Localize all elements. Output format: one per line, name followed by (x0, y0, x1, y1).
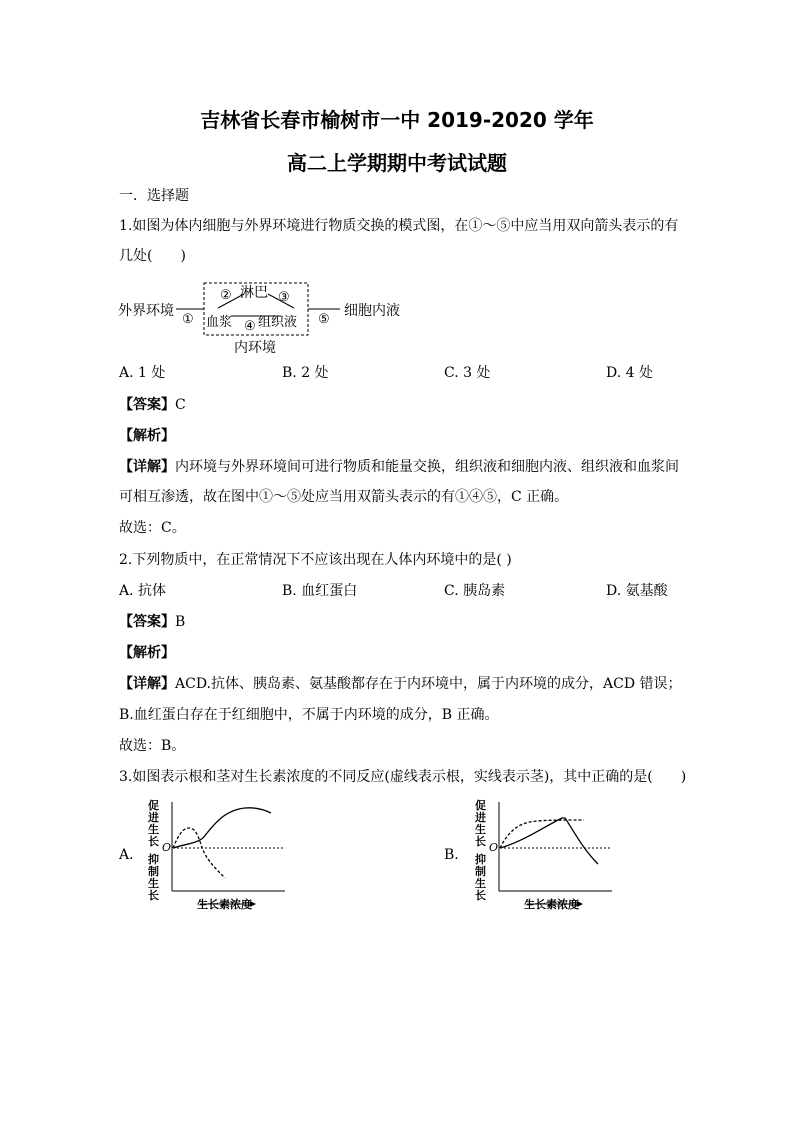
y-axis-bottom-label: 抑制生长 (148, 853, 159, 902)
q2-detail-line2: B.血红蛋白存在于红细胞中，不属于内环境的成分，B 正确。 (119, 707, 499, 723)
page-subtitle: 高二上学期期中考试试题 (287, 151, 507, 175)
label-plasma: 血浆 (206, 315, 233, 330)
label-lymph: 淋巴 (240, 285, 268, 301)
q2-option-d: D. 氨基酸 (606, 583, 668, 599)
page-title: 吉林省长春市榆树市一中 2019-2020 学年 (200, 108, 594, 132)
origin-label: O (489, 841, 499, 854)
stem-curve-solid (500, 818, 598, 864)
detail-label: 【详解】 (119, 676, 175, 692)
q2-analysis-label: 【解析】 (119, 645, 175, 661)
q2-option-a: A. 抗体 (119, 583, 167, 599)
x-axis-label: 生长素浓度 (524, 898, 579, 911)
label-n2: ② (220, 288, 232, 303)
label-n3: ③ (278, 290, 290, 305)
q1-conclusion: 故选：C。 (119, 520, 186, 536)
label-outside: 外界环境 (118, 303, 174, 319)
q1-option-d: D. 4 处 (606, 365, 653, 381)
answer-label: 【答案】 (119, 397, 175, 413)
label-n4: ④ (244, 319, 256, 334)
q1-option-c: C. 3 处 (444, 365, 491, 381)
x-axis-label: 生长素浓度 (197, 898, 252, 911)
q3-graph-a (145, 798, 295, 914)
y-axis-top-label: 促进生长 (475, 799, 486, 848)
q1-stem-line1: 1.如图为体内细胞与外界环境进行物质交换的模式图，在①～⑤中应当用双向箭头表示的有 (119, 218, 679, 234)
q1-analysis-label: 【解析】 (119, 428, 175, 444)
q2-option-c: C. 胰岛素 (444, 583, 506, 599)
label-n5: ⑤ (318, 312, 330, 327)
section-heading: 一．选择题 (119, 188, 189, 204)
y-axis-top-label: 促进生长 (148, 799, 159, 848)
q2-answer (119, 613, 185, 631)
q1-option-a: A. 1 处 (119, 365, 166, 381)
detail-text: 内环境与外界环境间可进行物质和能量交换，组织液和细胞内液、组织液和血浆间 (175, 459, 679, 475)
label-n1: ① (182, 312, 194, 327)
q2-conclusion: 故选：B。 (119, 738, 186, 754)
q1-option-b: B. 2 处 (282, 365, 329, 381)
answer-label: 【答案】 (119, 614, 175, 630)
detail-text: ACD.抗体、胰岛素、氨基酸都存在于内环境中，属于内环境的成分，ACD 错误； (175, 676, 682, 692)
label-internal-env: 内环境 (234, 340, 276, 356)
label-tissue-fluid: 组织液 (258, 315, 298, 330)
q3-graph-b (472, 798, 622, 914)
q2-option-b: B. 血红蛋白 (282, 583, 358, 599)
y-axis-bottom-label: 抑制生长 (475, 853, 486, 902)
q3-stem: 3.如图表示根和茎对生长素浓度的不同反应(虚线表示根，实线表示茎)，其中正确的是( ) (119, 769, 687, 785)
root-curve-dashed (173, 828, 225, 878)
q1-diagram (118, 278, 418, 358)
q3-graph-b-label: B. (444, 847, 459, 863)
q3-graph-a-label: A. (119, 847, 134, 863)
q2-detail-line1 (119, 675, 682, 693)
label-cell-fluid: 细胞内液 (344, 303, 400, 319)
origin-label: O (162, 841, 172, 854)
q1-detail-line2: 可相互渗透，故在图中①～⑤处应当用双箭头表示的有①④⑤，C 正确。 (119, 489, 569, 505)
detail-label: 【详解】 (119, 459, 175, 475)
q1-detail-line1 (119, 458, 679, 476)
q1-answer (119, 396, 186, 414)
q1-stem-line2: 几处( ) (119, 248, 186, 264)
answer-value: C (175, 397, 186, 413)
q2-stem: 2.下列物质中，在正常情况下不应该出现在人体内环境中的是( ) (119, 552, 512, 568)
answer-value: B (175, 614, 186, 630)
